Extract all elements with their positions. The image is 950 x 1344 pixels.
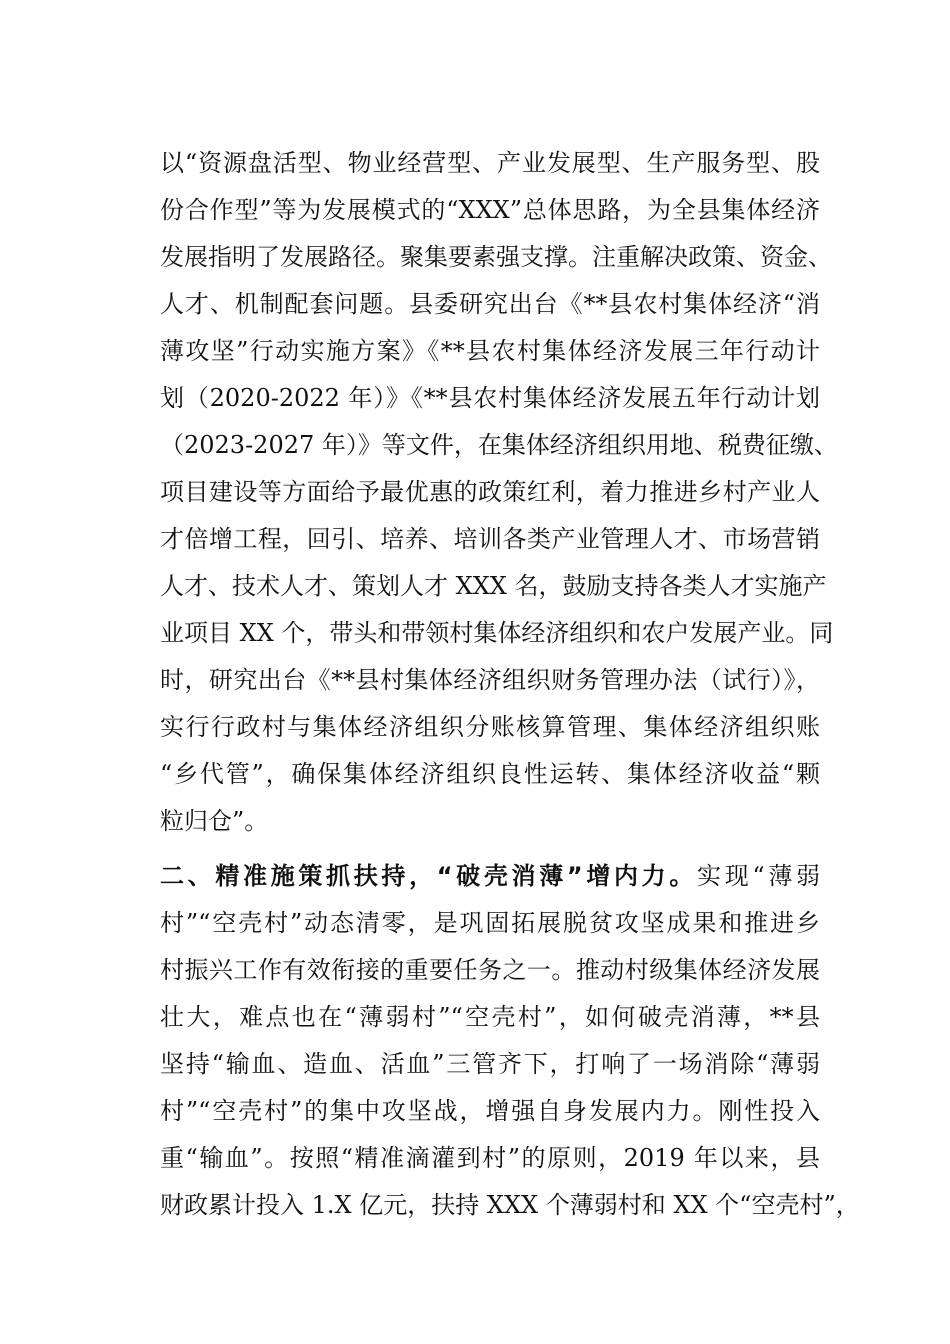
text-line: 实行行政村与集体经济组织分账核算管理、集体经济组织账	[160, 713, 820, 741]
text-line: 人才、技术人才、策划人才 XXX 名，鼓励支持各类人才实施产	[160, 572, 827, 600]
text-line: （2023-2027 年）》等文件，在集体经济组织用地、税费征缴、	[160, 431, 838, 459]
text-line: 财政累计投入 1.X 亿元，扶持 XXX 个薄弱村和 XX 个“空壳村”，	[160, 1191, 860, 1219]
text-line: 村振兴工作有效衔接的重要任务之一。推动村级集体经济发展	[160, 956, 820, 984]
text-line: “乡代管”，确保集体经济组织良性运转、集体经济收益“颗	[160, 760, 820, 788]
text-line: 重“输血”。按照“精准滴灌到村”的原则，2019 年以来，县	[160, 1144, 820, 1172]
text-line: 时，研究出台《**县村集体经济组织财务管理办法（试行）》，	[160, 666, 820, 694]
text-line: 人才、机制配套问题。县委研究出台《**县农村集体经济“消	[160, 290, 820, 318]
text-line: 村”“空壳村”的集中攻坚战，增强自身发展内力。刚性投入	[160, 1097, 820, 1125]
text-line: 村”“空壳村”动态清零，是巩固拓展脱贫攻坚成果和推进乡	[160, 909, 820, 937]
text-line: 项目建设等方面给予最优惠的政策红利，着力推进乡村产业人	[160, 478, 820, 506]
text-line: 发展指明了发展路径。聚集要素强支撑。注重解决政策、资金、	[160, 243, 832, 271]
paragraph-1	[160, 140, 838, 845]
section-heading: 二、精准施策抓扶持，“破壳消薄”增内力。	[160, 862, 698, 890]
text-line: 以“资源盘活型、物业经营型、产业发展型、生产服务型、股	[160, 149, 820, 177]
text-line	[160, 853, 820, 900]
paragraph-2	[160, 853, 860, 1229]
text-line: 业项目 XX 个，带头和带领村集体经济组织和农户发展产业。同	[160, 619, 834, 647]
text-line: 粒归仓”。	[160, 807, 269, 835]
paragraph-gap	[160, 845, 820, 853]
document-body	[160, 140, 860, 1229]
text-line: 才倍增工程，回引、培养、培训各类产业管理人才、市场营销	[160, 525, 820, 553]
text-run: 实现“薄弱	[697, 862, 820, 890]
text-line: 薄攻坚”行动实施方案》《**县农村集体经济发展三年行动计	[160, 337, 820, 365]
text-line: 份合作型”等为发展模式的“XXX”总体思路，为全县集体经济	[160, 196, 820, 224]
text-line: 坚持“输血、造血、活血”三管齐下，打响了一场消除“薄弱	[160, 1050, 820, 1078]
text-line: 划（2020-2022 年）》《**县农村集体经济发展五年行动计划	[160, 384, 820, 412]
text-line: 壮大，难点也在“薄弱村”“空壳村”，如何破壳消薄，**县	[160, 1003, 820, 1031]
